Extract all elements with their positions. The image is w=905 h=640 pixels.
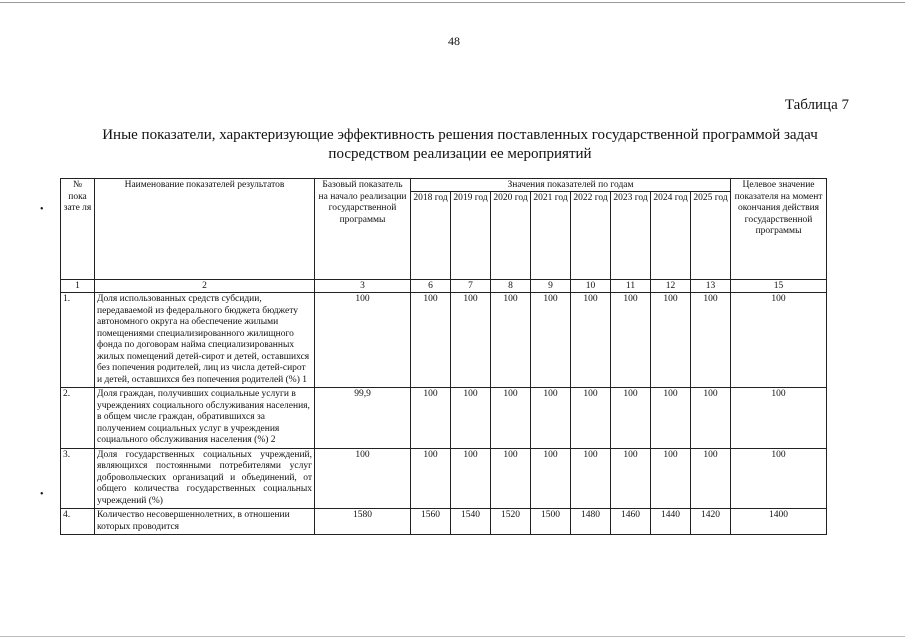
table-row <box>61 448 827 509</box>
row-year-value: 100 <box>491 388 531 449</box>
row-year-value: 100 <box>531 448 571 509</box>
row-year-value: 100 <box>491 293 531 388</box>
header-target: Целевое значение показателя на момент окончания действия государственной программы <box>731 179 827 280</box>
row-year-value: 100 <box>611 293 651 388</box>
row-year-value: 100 <box>451 293 491 388</box>
row-year-value: 1540 <box>451 509 491 535</box>
row-target-value: 100 <box>731 293 827 388</box>
row-year-value: 1500 <box>531 509 571 535</box>
table-label: Таблица 7 <box>784 97 849 113</box>
margin-dot-mark: • <box>40 204 44 215</box>
column-number: 10 <box>571 280 611 293</box>
row-year-value: 100 <box>691 388 731 449</box>
column-number: 12 <box>651 280 691 293</box>
header-year: 2021 год <box>531 192 571 280</box>
column-number: 2 <box>95 280 315 293</box>
table-title-line-2: посредством реализации ее мероприятий <box>328 146 592 162</box>
header-number: № пока зате ля <box>61 179 95 280</box>
row-base-value: 1580 <box>315 509 411 535</box>
table-row <box>61 388 827 449</box>
row-year-value: 100 <box>691 448 731 509</box>
row-year-value: 100 <box>651 388 691 449</box>
row-year-value: 100 <box>491 448 531 509</box>
header-year: 2023 год <box>611 192 651 280</box>
row-year-value: 1440 <box>651 509 691 535</box>
margin-dot-mark: • <box>40 489 44 500</box>
row-year-value: 100 <box>611 448 651 509</box>
row-number: 4. <box>61 509 95 535</box>
header-year: 2018 год <box>411 192 451 280</box>
column-number: 13 <box>691 280 731 293</box>
header-years-group: Значения показателей по годам <box>411 179 731 192</box>
header-year: 2022 год <box>571 192 611 280</box>
header-base: Базовый показатель на начало реализации государственной программы <box>315 179 411 280</box>
row-number: 3. <box>61 448 95 509</box>
row-target-value: 1400 <box>731 509 827 535</box>
header-year: 2024 год <box>651 192 691 280</box>
table-row <box>61 509 827 535</box>
row-base-value: 100 <box>315 448 411 509</box>
row-year-value: 100 <box>571 388 611 449</box>
row-year-value: 100 <box>451 388 491 449</box>
column-numbers-row <box>61 280 827 293</box>
row-year-value: 100 <box>451 448 491 509</box>
row-target-value: 100 <box>731 448 827 509</box>
row-year-value: 100 <box>411 448 451 509</box>
column-number: 1 <box>61 280 95 293</box>
row-year-value: 100 <box>571 293 611 388</box>
indicators-table <box>60 178 827 535</box>
header-year: 2025 год <box>691 192 731 280</box>
header-name: Наименование показателей результатов <box>95 179 315 280</box>
table-title-line-1: Иные показатели, характеризующие эффективность решения поставленных государственной программой задач <box>102 127 818 143</box>
row-number: 2. <box>61 388 95 449</box>
row-indicator-name: Количество несовершеннолетних, в отношении которых проводится <box>95 509 315 535</box>
column-number: 6 <box>411 280 451 293</box>
row-number: 1. <box>61 293 95 388</box>
row-year-value: 1480 <box>571 509 611 535</box>
row-year-value: 1520 <box>491 509 531 535</box>
table-title <box>80 126 840 164</box>
header-year: 2020 год <box>491 192 531 280</box>
row-year-value: 100 <box>611 388 651 449</box>
table-row <box>61 293 827 388</box>
page-top-border <box>0 2 905 3</box>
row-year-value: 1560 <box>411 509 451 535</box>
page-bottom-border <box>0 636 905 637</box>
column-number: 7 <box>451 280 491 293</box>
row-base-value: 100 <box>315 293 411 388</box>
column-number: 15 <box>731 280 827 293</box>
row-target-value: 100 <box>731 388 827 449</box>
column-number: 9 <box>531 280 571 293</box>
row-indicator-name: Доля государственных социальных учреждений, являющихся постоянными потребителями услуг добровольческих организаций и объединений, от общего количества государственных социальных учреждений (%) <box>95 448 315 509</box>
row-year-value: 1420 <box>691 509 731 535</box>
row-base-value: 99,9 <box>315 388 411 449</box>
row-year-value: 100 <box>571 448 611 509</box>
row-year-value: 100 <box>411 388 451 449</box>
column-number: 3 <box>315 280 411 293</box>
row-year-value: 100 <box>531 293 571 388</box>
row-year-value: 1460 <box>611 509 651 535</box>
row-indicator-name: Доля использованных средств субсидии, передаваемой из федерального бюджета бюджету автономного округа на обеспечение жилыми помещениями специализированного жилищного фонда по договорам найма специализированных жилых помещений детей-сирот и детей, оставшихся без попечения родителей, лиц из числа детей-сирот и детей, оставшихся без попечения родителей (%) 1 <box>95 293 315 388</box>
row-year-value: 100 <box>531 388 571 449</box>
row-indicator-name: Доля граждан, получивших социальные услуги в учреждениях социального обслуживания населения, в общем числе граждан, обратившихся за получением социальных услуг в учреждения социального обслуживания населения (%) 2 <box>95 388 315 449</box>
column-number: 11 <box>611 280 651 293</box>
row-year-value: 100 <box>691 293 731 388</box>
row-year-value: 100 <box>651 293 691 388</box>
row-year-value: 100 <box>651 448 691 509</box>
header-year: 2019 год <box>451 192 491 280</box>
table-header-row <box>61 179 827 192</box>
row-year-value: 100 <box>411 293 451 388</box>
page-number: 48 <box>448 34 460 48</box>
column-number: 8 <box>491 280 531 293</box>
